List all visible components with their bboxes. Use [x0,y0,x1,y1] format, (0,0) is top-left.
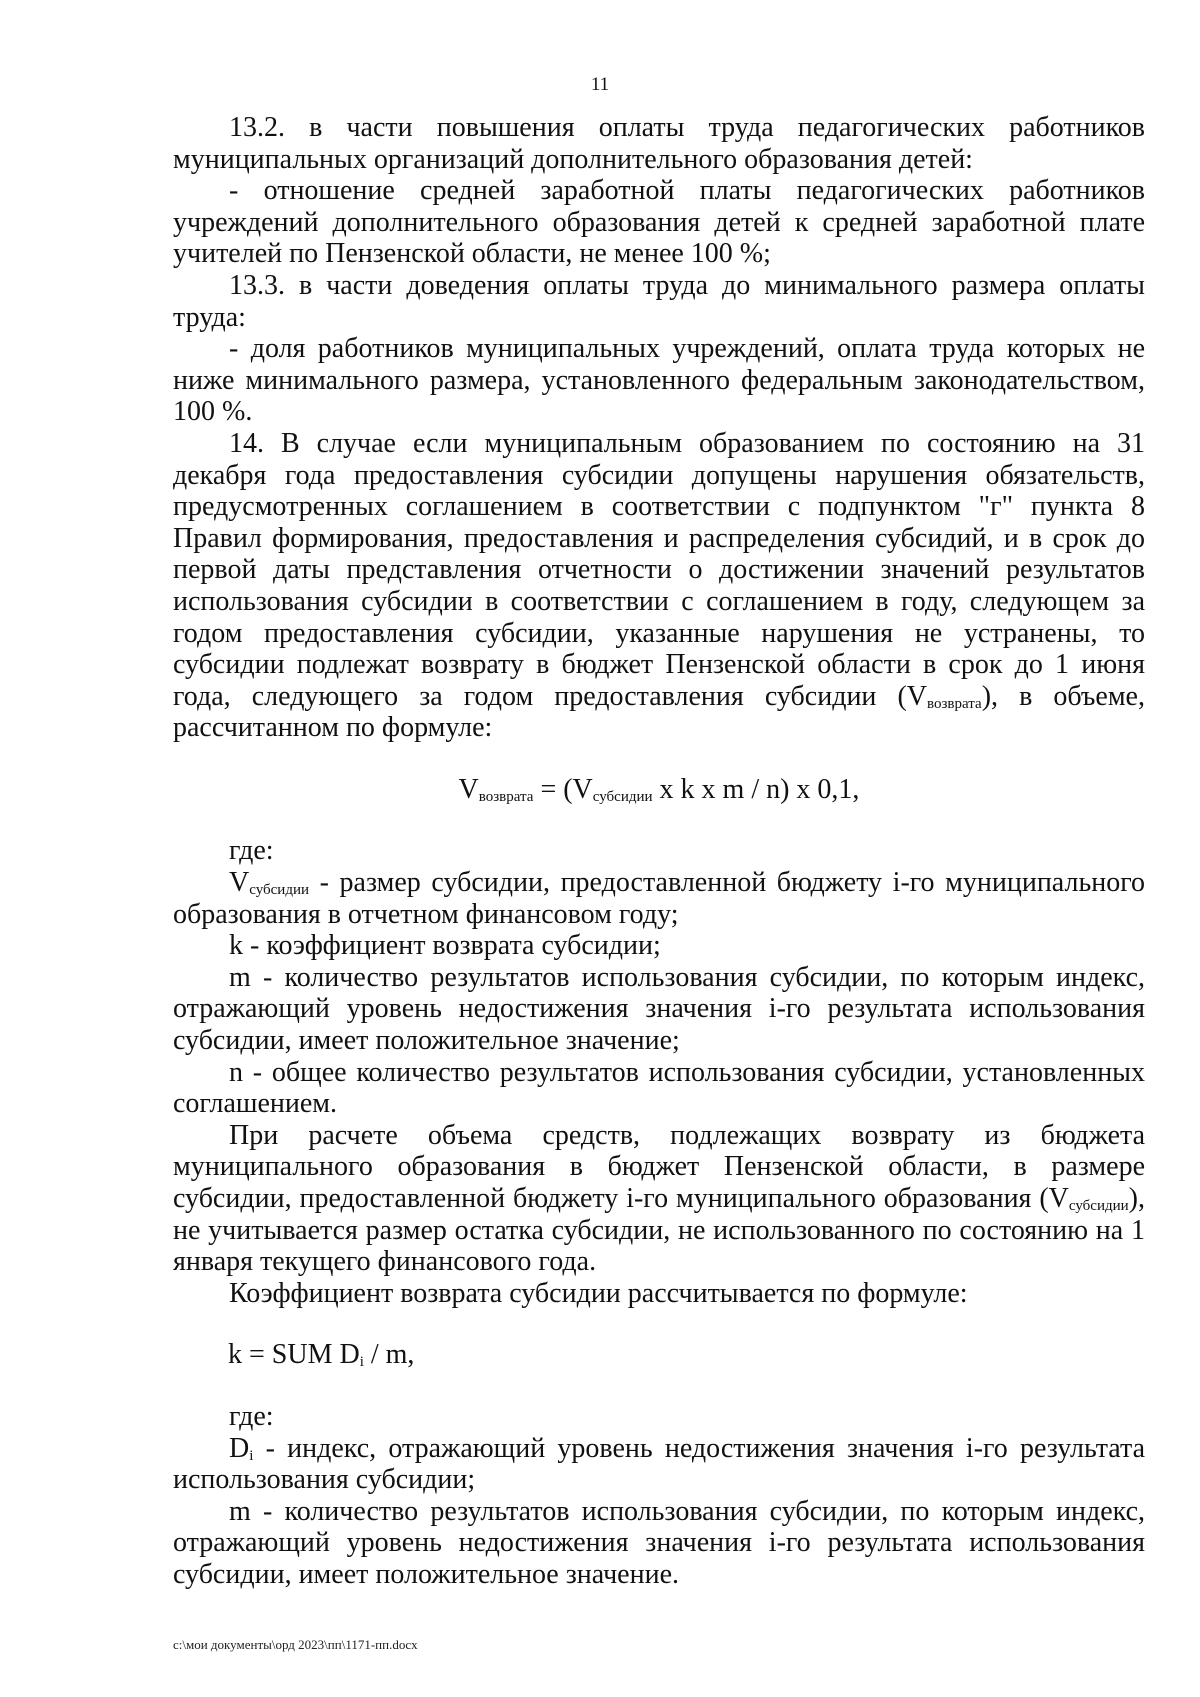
formula-k-subscript: i [359,1354,364,1371]
definition-v-subsidy [173,867,1145,930]
definition-d-symbol: D [229,1432,250,1464]
definition-v-subscript: субсидии [249,882,309,899]
paragraph-calculation-tail: ), не учитывается размер остатка субсидии, не использованного по состоянию на 1 января текущего финансового года. [173,1183,1145,1278]
paragraph-13-3: 13.3. в части доведения оплаты труда до минимального размера оплаты труда: [173,269,1145,333]
formula-k-tail: / m, [363,1339,415,1371]
definition-d [173,1433,1145,1496]
paragraph-calculation-text: При расчете объема средств, подлежащих возврату из бюджета муниципального образования в бюджет Пензенской области, в размере субсидии, предоставленной бюджету i-го муниципального образования (V [173,1119,1145,1214]
definition-d-text: - индекс, отражающий уровень недостижения значения i-го результата использования субсидии; [173,1432,1145,1496]
formula-k-head: k = SUM D [228,1339,360,1371]
definition-m: m - количество результатов использования субсидии, по которым индекс, отражающий уровень недостижения значения i-го результата использования субсидии, имеет положительное значение; [173,961,1145,1057]
page-number: 11 [590,74,610,95]
formula-tail: x k x m / n) x 0,1, [652,773,860,805]
formula-mid: = (V [533,773,593,805]
paragraph-coefficient: Коэффициент возврата субсидии рассчитывается по формуле: [229,1277,968,1309]
document-body [173,112,1145,1591]
where-label-2: где: [229,1400,274,1432]
definition-k: k - коэффициент возврата субсидии; [229,930,661,962]
paragraph-13-2-item: - отношение средней заработной платы педагогических работников учреждений дополнительного образования детей к средней заработной плате учителей по Пензенской области, не менее 100 %; [173,175,1145,270]
paragraph-14-text: 14. В случае если муниципальным образованием по состоянию на 31 декабря года предоставления субсидии допущены нарушения обязательств, предусмотренных соглашением в соответствии с подпунктом "г" пункта 8 Правил формирования, предоставления и распределения субсидий, и в срок до первой даты представления отчетности о достижении значений результатов использования субсидии в соответствии с соглашением в году, следующем за годом предоставления субсидии, указанные нарушения не устранены, то субсидии подлежат возврату в бюджет Пензенской области в срок до 1 июня года, следующего за годом предоставления субсидии (V [173,427,1145,712]
definition-d-subscript: i [249,1447,254,1464]
paragraph-14-tail: ), в объеме, рассчитанном по формуле: [173,680,1145,744]
definition-m-2: m - количество результатов использования субсидии, по которым индекс, отражающий уровень недостижения значения i-го результата использования субсидии, имеет положительное значение. [173,1495,1145,1590]
footer-file-path: c:\мои документы\орд 2023\пп\1171-пп.docx [173,1637,418,1652]
paragraph-calculation-subscript: субсидии [1068,1198,1129,1214]
formula-v-subscript: возврата [478,788,534,805]
paragraph-calculation [173,1120,1145,1278]
definition-v-symbol: V [229,867,250,899]
paragraph-14 [173,428,1145,744]
formula-v: V [458,773,479,805]
definition-v-text: - размер субсидии, предоставленной бюджету i-го муниципального образования в отчетном финансовом году; [173,867,1145,930]
definition-n: n - общее количество результатов использования субсидии, установленных соглашением. [173,1056,1145,1120]
paragraph-13-3-item: - доля работников муниципальных учреждений, оплата труда которых не ниже минимального размера, установленного федеральным законодательством, 100 %. [173,333,1145,428]
paragraph-13-2: 13.2. в части повышения оплаты труда педагогических работников муниципальных организаций дополнительного образования детей: [173,112,1145,175]
formula-refund-volume [173,774,1145,806]
paragraph-14-subscript: возврата [927,695,982,712]
formula-mid-subscript: субсидии [592,788,653,805]
where-label-1: где: [229,835,274,867]
formula-coefficient [173,1339,1145,1371]
